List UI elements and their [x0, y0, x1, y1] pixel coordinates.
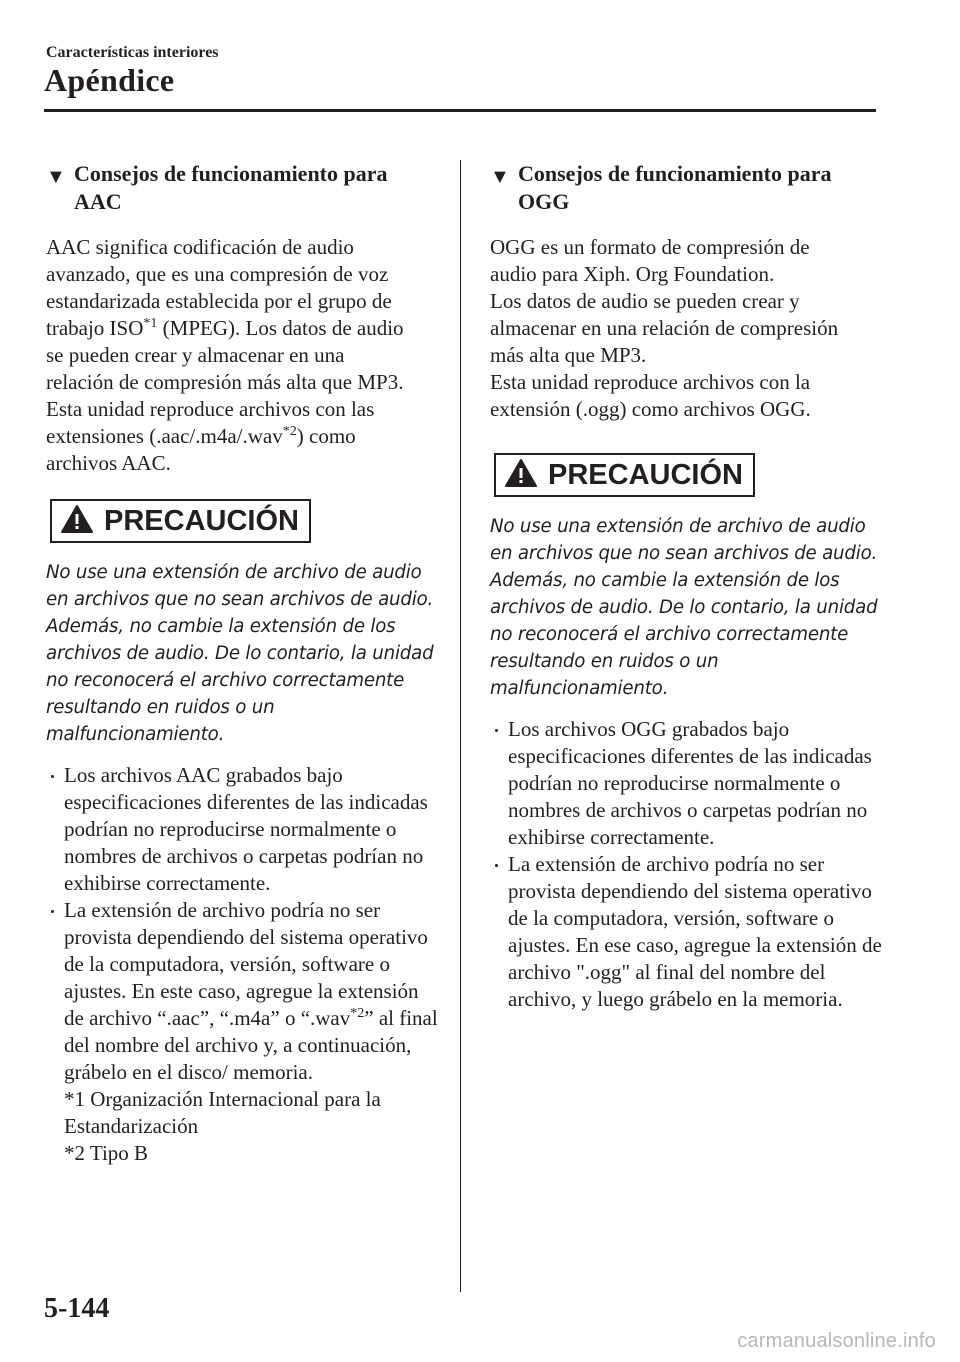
list-item: La extensión de archivo podría no ser provista dependiendo del sistema operativo de la computadora, versión, software o ajustes. En ese caso, agregue la extensión de archivo ".ogg" al final del nombre del archivo, y luego grábelo en la memoria.: [490, 851, 882, 1013]
list-item: La extensión de archivo podría no ser provista dependiendo del sistema operativo de la computadora, versión, software o ajustes. En este caso, agregue la extensión de archivo “.aac”, “.m4a” o “.wav$^{*2}$” al final del nombre del archivo y, a continuación, grábelo en el disco/ memoria.: [46, 897, 438, 1086]
caution-box: [50, 499, 311, 543]
caution-text: No use una extensión de archivo de audio en archivos que no sean archivos de audio. Además, no cambie la extensión de los archivos de audio. De lo contario, la unidad no reconocerá el archivo correctamente resultando en ruidos o un malfuncionamiento.: [46, 562, 434, 745]
aac-bullet-list: [46, 762, 438, 1086]
caution-text: No use una extensión de archivo de audio en archivos que no sean archivos de audio. Además, no cambie la extensión de los archivos de audio. De lo contario, la unidad no reconocerá el archivo correctamente resultando en ruidos o un malfuncionamiento.: [490, 516, 878, 699]
section-label: Características interiores: [46, 44, 219, 61]
list-item: Los archivos OGG grabados bajo especificaciones diferentes de las indicadas podrían no reproducirse normalmente o nombres de archivos o carpetas podrían no exhibirse correctamente.: [490, 716, 882, 851]
aac-heading: [46, 160, 438, 216]
header-rule: [44, 109, 876, 112]
right-column: [490, 160, 882, 1013]
warning-triangle-icon: [60, 504, 94, 534]
ogg-bullet-list: [490, 716, 882, 1013]
ogg-heading-line1: Consejos de funcionamiento para: [518, 161, 832, 186]
aac-heading-line1: Consejos de funcionamiento para: [74, 161, 388, 186]
column-divider: [460, 160, 461, 1292]
list-item: Los archivos AAC grabados bajo especificaciones diferentes de las indicadas podrían no reproducirse normalmente o nombres de archivos o carpetas podrían no exhibirse correctamente.: [46, 762, 438, 897]
ogg-heading: [490, 160, 882, 216]
chapter-title: Apéndice: [44, 62, 175, 98]
footnote-2: *2 Tipo B: [64, 1141, 149, 1165]
watermark: carmanualsonline.info: [737, 1330, 936, 1352]
down-triangle-icon: ▼: [490, 166, 510, 188]
aac-heading-line2: AAC: [74, 189, 122, 214]
warning-triangle-icon: [504, 458, 538, 488]
left-column: [46, 160, 438, 1167]
aac-intro: AAC significa codificación de audio avanzado, que es una compresión de voz estandarizada establecida por el grupo de trabajo ISO$^{*1}$ (MPEG). Los datos de audio se pueden crear y almacenar en una relación de compresión más alta que MP3. Esta unidad reproduce archivos con las extensiones (.aac/.m4a/.wav$^{*2}$) como archivos AAC.: [46, 235, 404, 475]
ogg-intro: OGG es un formato de compresión de audio para Xiph. Org Foundation. Los datos de audio se pueden crear y almacenar en una relación de compresión más alta que MP3. Esta unidad reproduce archivos con la extensión (.ogg) como archivos OGG.: [490, 235, 839, 421]
caution-label: PRECAUCIÓN: [548, 459, 743, 491]
ogg-heading-line2: OGG: [518, 189, 570, 214]
page-number: 5-144: [44, 1293, 110, 1324]
footnote-1: *1 Organización Internacional para la Estandarización: [64, 1087, 381, 1138]
caution-box: [494, 453, 755, 497]
down-triangle-icon: ▼: [46, 166, 66, 188]
caution-label: PRECAUCIÓN: [104, 505, 299, 537]
